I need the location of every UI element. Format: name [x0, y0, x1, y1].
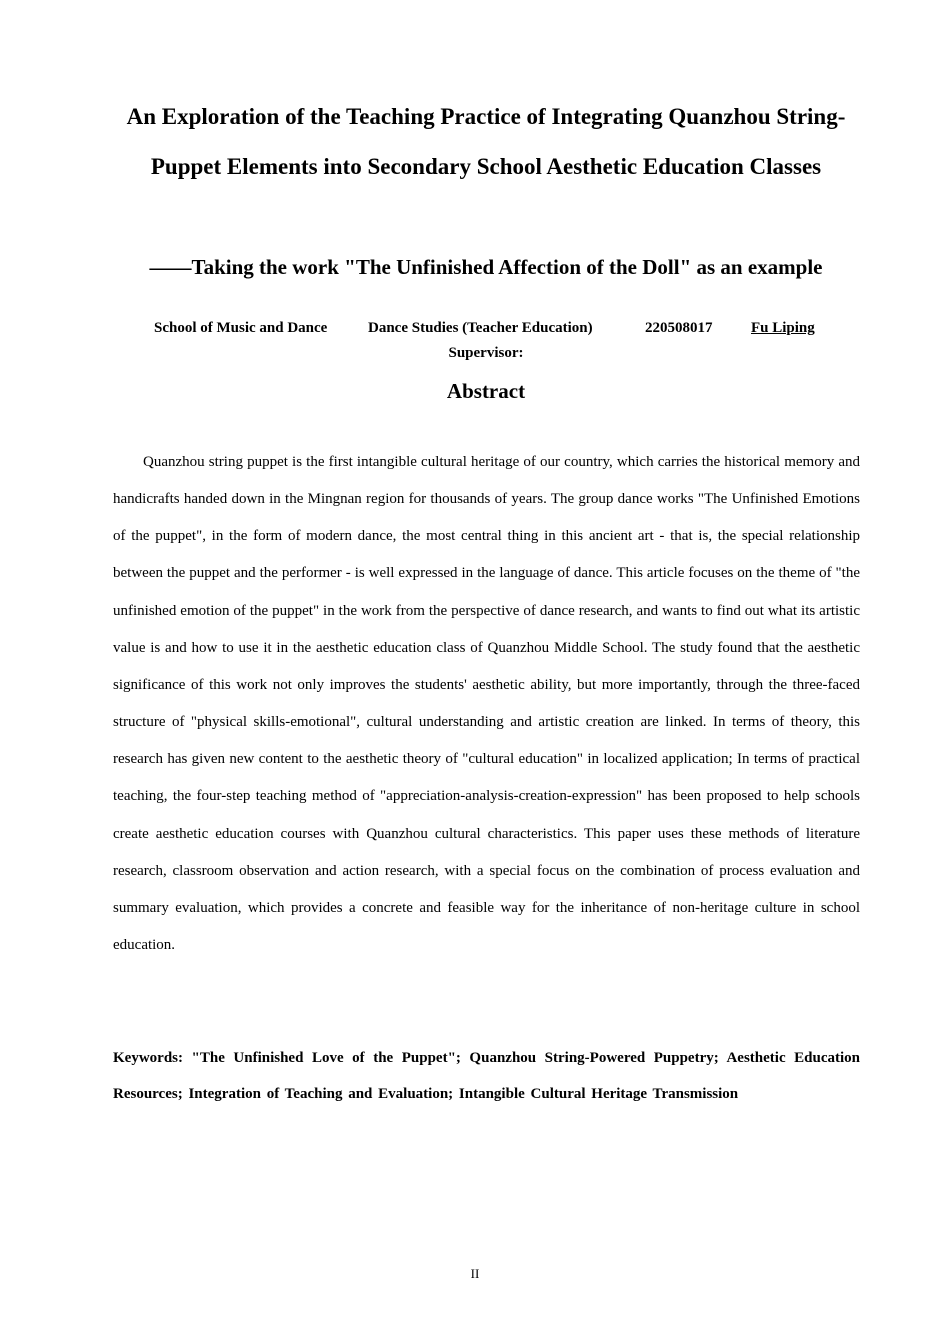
- abstract-heading: Abstract: [446, 379, 526, 403]
- author-name: Fu Liping: [751, 320, 815, 336]
- supervisor-label: Supervisor:: [448, 345, 524, 361]
- keywords: Keywords: "The Unfinished Love of the Puppet"; Quanzhou String-Powered Puppetry; Aesthetic Education Resources; Integration of Teaching and Evaluation; Intangible Cultural Heritage Transmission: [113, 1050, 860, 1102]
- paper-subtitle: ——Taking the work "The Unfinished Affection of the Doll" as an example: [149, 255, 823, 279]
- student-id: 220508017: [645, 320, 713, 336]
- author-info-line: [100, 316, 872, 340]
- paper-title: An Exploration of the Teaching Practice of Integrating Quanzhou String-Puppet Elements into Secondary School Aesthetic Education Classes: [126, 104, 846, 179]
- abstract-body: Quanzhou string puppet is the first intangible cultural heritage of our country, which carries the historical memory and handicrafts handed down in the Mingnan region for thousands of years. The group dance works "The Unfinished Emotions of the puppet", in the form of modern dance, the most central thing in this ancient art - that is, the special relationship between the puppet and the performer - is well expressed in the language of dance. This article focuses on the theme of "the unfinished emotion of the puppet" in the work from the perspective of dance research, and wants to find out what its artistic value is and how to use it in the aesthetic education class of Quanzhou Middle School. The study found that the aesthetic significance of this work not only improves the students' aesthetic ability, but more importantly, through the three-faced structure of "physical skills-emotional", cultural understanding and artistic creation are linked. In terms of theory, this research has given new content to the aesthetic theory of "cultural education" in localized application; In terms of practical teaching, the four-step teaching method of "appreciation-analysis-creation-expression" has been proposed to help schools create aesthetic education courses with Quanzhou cultural characteristics. This paper uses these methods of literature research, classroom observation and action research, with a special focus on the combination of process evaluation and summary evaluation, which provides a concrete and feasible way for the inheritance of non-heritage culture in school education.: [113, 454, 860, 954]
- school-name: School of Music and Dance: [154, 320, 328, 336]
- page-number: II: [470, 1266, 480, 1281]
- major-name: Dance Studies (Teacher Education): [368, 320, 593, 336]
